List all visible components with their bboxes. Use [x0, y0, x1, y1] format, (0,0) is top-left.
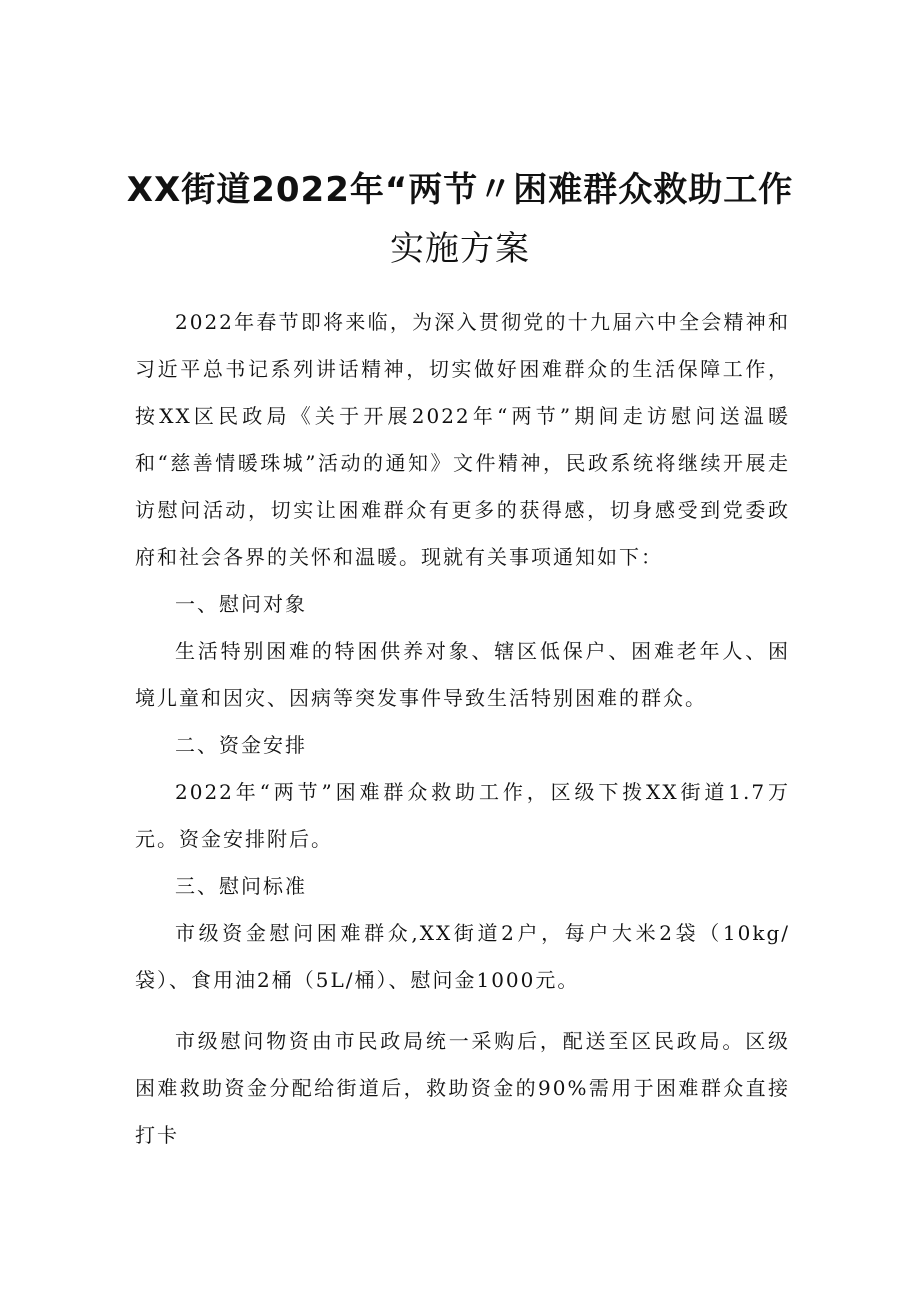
document-title-line-1: XX街道2022年“两节〃困难群众救助工作: [126, 170, 794, 210]
section-heading-recipients: 一、慰问对象: [175, 592, 307, 616]
section-heading-standards: 三、慰问标准: [175, 874, 307, 898]
document-body: [135, 299, 790, 1159]
document-title-line-2: 实施方案: [390, 229, 530, 269]
section-paragraph-standards: 市级资金慰问困难群众,XX街道2户，每户大米2袋（10kg/袋）、食用油2桶（5L/桶）、慰问金1000元。: [135, 921, 790, 992]
paragraph-gap: [135, 1004, 790, 1018]
section-paragraph-recipients: 生活特别困难的特困供养对象、辖区低保户、困难老年人、困境儿童和因灾、因病等突发事件导致生活特别困难的群众。: [135, 639, 790, 710]
section-paragraph-funding: 2022年“两节”困难群众救助工作，区级下拨XX街道1.7万元。资金安排附后。: [135, 780, 790, 851]
closing-paragraph: 市级慰问物资由市民政局统一采购后，配送至区民政局。区级困难救助资金分配给街道后，救助资金的90%需用于困难群众直接打卡: [135, 1029, 790, 1147]
intro-paragraph: 2022年春节即将来临，为深入贯彻党的十九届六中全会精神和习近平总书记系列讲话精神，切实做好困难群众的生活保障工作，按XX区民政局《关于开展2022年“两节”期间走访慰问送温暖和“慈善情暖珠城”活动的通知》文件精神，民政系统将继续开展走访慰问活动，切实让困难群众有更多的获得感，切身感受到党委政府和社会各界的关怀和温暖。现就有关事项通知如下：: [135, 310, 790, 569]
section-heading-funding: 二、资金安排: [175, 733, 307, 757]
